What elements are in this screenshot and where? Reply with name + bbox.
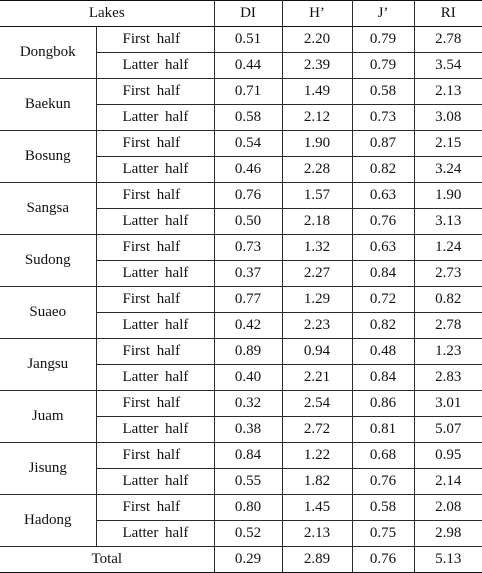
- period-cell: First half: [96, 131, 214, 157]
- j-cell: 0.72: [352, 287, 414, 313]
- h-cell: 1.22: [282, 443, 352, 469]
- ri-cell: 2.78: [414, 313, 482, 339]
- h-cell: 0.94: [282, 339, 352, 365]
- j-cell: 0.68: [352, 443, 414, 469]
- table-row: [0, 79, 482, 105]
- ri-cell: 0.95: [414, 443, 482, 469]
- h-cell: 1.29: [282, 287, 352, 313]
- j-cell: 0.84: [352, 365, 414, 391]
- header-row: [0, 1, 482, 27]
- h-cell: 2.72: [282, 417, 352, 443]
- ri-cell: 2.83: [414, 365, 482, 391]
- di-cell: 0.44: [214, 53, 282, 79]
- ri-cell: 3.54: [414, 53, 482, 79]
- j-cell: 0.86: [352, 391, 414, 417]
- j-cell: 0.82: [352, 313, 414, 339]
- period-cell: First half: [96, 235, 214, 261]
- ri-cell: 3.01: [414, 391, 482, 417]
- period-cell: Latter half: [96, 261, 214, 287]
- j-cell: 0.84: [352, 261, 414, 287]
- j-cell: 0.76: [352, 469, 414, 495]
- table-row: [0, 131, 482, 157]
- period-cell: Latter half: [96, 365, 214, 391]
- ri-cell: 3.24: [414, 157, 482, 183]
- total-di-cell: 0.29: [214, 547, 282, 573]
- lake-name: Jangsu: [0, 339, 96, 391]
- j-cell: 0.87: [352, 131, 414, 157]
- h-cell: 2.20: [282, 27, 352, 53]
- di-cell: 0.32: [214, 391, 282, 417]
- period-cell: Latter half: [96, 105, 214, 131]
- j-cell: 0.73: [352, 105, 414, 131]
- total-j-cell: 0.76: [352, 547, 414, 573]
- table-row: [0, 443, 482, 469]
- h-cell: 2.27: [282, 261, 352, 287]
- lake-name: Sangsa: [0, 183, 96, 235]
- j-cell: 0.63: [352, 235, 414, 261]
- di-cell: 0.89: [214, 339, 282, 365]
- lake-name: Jisung: [0, 443, 96, 495]
- header-lakes: Lakes: [0, 1, 214, 27]
- h-cell: 2.28: [282, 157, 352, 183]
- period-cell: First half: [96, 287, 214, 313]
- di-cell: 0.71: [214, 79, 282, 105]
- period-cell: First half: [96, 79, 214, 105]
- di-cell: 0.76: [214, 183, 282, 209]
- table-row: [0, 287, 482, 313]
- j-cell: 0.81: [352, 417, 414, 443]
- period-cell: Latter half: [96, 417, 214, 443]
- period-cell: Latter half: [96, 521, 214, 547]
- j-cell: 0.58: [352, 495, 414, 521]
- period-cell: Latter half: [96, 53, 214, 79]
- di-cell: 0.50: [214, 209, 282, 235]
- ri-cell: 2.98: [414, 521, 482, 547]
- ri-cell: 1.24: [414, 235, 482, 261]
- period-cell: First half: [96, 443, 214, 469]
- ri-cell: 3.08: [414, 105, 482, 131]
- period-cell: Latter half: [96, 209, 214, 235]
- h-cell: 1.32: [282, 235, 352, 261]
- lake-name: Dongbok: [0, 27, 96, 79]
- di-cell: 0.58: [214, 105, 282, 131]
- lake-name: Sudong: [0, 235, 96, 287]
- j-cell: 0.48: [352, 339, 414, 365]
- h-cell: 2.18: [282, 209, 352, 235]
- table-row: [0, 183, 482, 209]
- lake-name: Suaeo: [0, 287, 96, 339]
- period-cell: Latter half: [96, 157, 214, 183]
- j-cell: 0.75: [352, 521, 414, 547]
- ri-cell: 2.08: [414, 495, 482, 521]
- period-cell: Latter half: [96, 313, 214, 339]
- ri-cell: 2.13: [414, 79, 482, 105]
- total-ri-cell: 5.13: [414, 547, 482, 573]
- total-h-cell: 2.89: [282, 547, 352, 573]
- table-body: [0, 27, 482, 573]
- h-cell: 2.54: [282, 391, 352, 417]
- period-cell: First half: [96, 495, 214, 521]
- h-cell: 2.12: [282, 105, 352, 131]
- table-row: [0, 235, 482, 261]
- h-cell: 1.82: [282, 469, 352, 495]
- h-cell: 2.13: [282, 521, 352, 547]
- di-cell: 0.55: [214, 469, 282, 495]
- j-cell: 0.76: [352, 209, 414, 235]
- j-cell: 0.79: [352, 53, 414, 79]
- j-cell: 0.82: [352, 157, 414, 183]
- di-cell: 0.54: [214, 131, 282, 157]
- di-cell: 0.73: [214, 235, 282, 261]
- header-h: H’: [282, 1, 352, 27]
- h-cell: 2.23: [282, 313, 352, 339]
- table-row: [0, 339, 482, 365]
- ri-cell: 3.13: [414, 209, 482, 235]
- ri-cell: 0.82: [414, 287, 482, 313]
- ri-cell: 1.23: [414, 339, 482, 365]
- table-row: [0, 495, 482, 521]
- ri-cell: 5.07: [414, 417, 482, 443]
- di-cell: 0.51: [214, 27, 282, 53]
- j-cell: 0.79: [352, 27, 414, 53]
- table-row: [0, 391, 482, 417]
- j-cell: 0.58: [352, 79, 414, 105]
- di-cell: 0.37: [214, 261, 282, 287]
- ri-cell: 2.14: [414, 469, 482, 495]
- di-cell: 0.46: [214, 157, 282, 183]
- h-cell: 1.45: [282, 495, 352, 521]
- period-cell: First half: [96, 183, 214, 209]
- table-row: [0, 27, 482, 53]
- h-cell: 1.90: [282, 131, 352, 157]
- period-cell: First half: [96, 27, 214, 53]
- h-cell: 2.21: [282, 365, 352, 391]
- j-cell: 0.63: [352, 183, 414, 209]
- ri-cell: 2.78: [414, 27, 482, 53]
- h-cell: 2.39: [282, 53, 352, 79]
- lake-name: Juam: [0, 391, 96, 443]
- h-cell: 1.57: [282, 183, 352, 209]
- di-cell: 0.77: [214, 287, 282, 313]
- di-cell: 0.84: [214, 443, 282, 469]
- header-j: J’: [352, 1, 414, 27]
- lake-name: Hadong: [0, 495, 96, 547]
- total-row: [0, 547, 482, 573]
- di-cell: 0.38: [214, 417, 282, 443]
- header-di: DI: [214, 1, 282, 27]
- period-cell: First half: [96, 391, 214, 417]
- di-cell: 0.40: [214, 365, 282, 391]
- period-cell: First half: [96, 339, 214, 365]
- h-cell: 1.49: [282, 79, 352, 105]
- di-cell: 0.42: [214, 313, 282, 339]
- header-ri: RI: [414, 1, 482, 27]
- di-cell: 0.80: [214, 495, 282, 521]
- lake-name: Baekun: [0, 79, 96, 131]
- ri-cell: 1.90: [414, 183, 482, 209]
- ri-cell: 2.73: [414, 261, 482, 287]
- di-cell: 0.52: [214, 521, 282, 547]
- ri-cell: 2.15: [414, 131, 482, 157]
- lake-name: Bosung: [0, 131, 96, 183]
- period-cell: Latter half: [96, 469, 214, 495]
- total-label: Total: [0, 547, 214, 573]
